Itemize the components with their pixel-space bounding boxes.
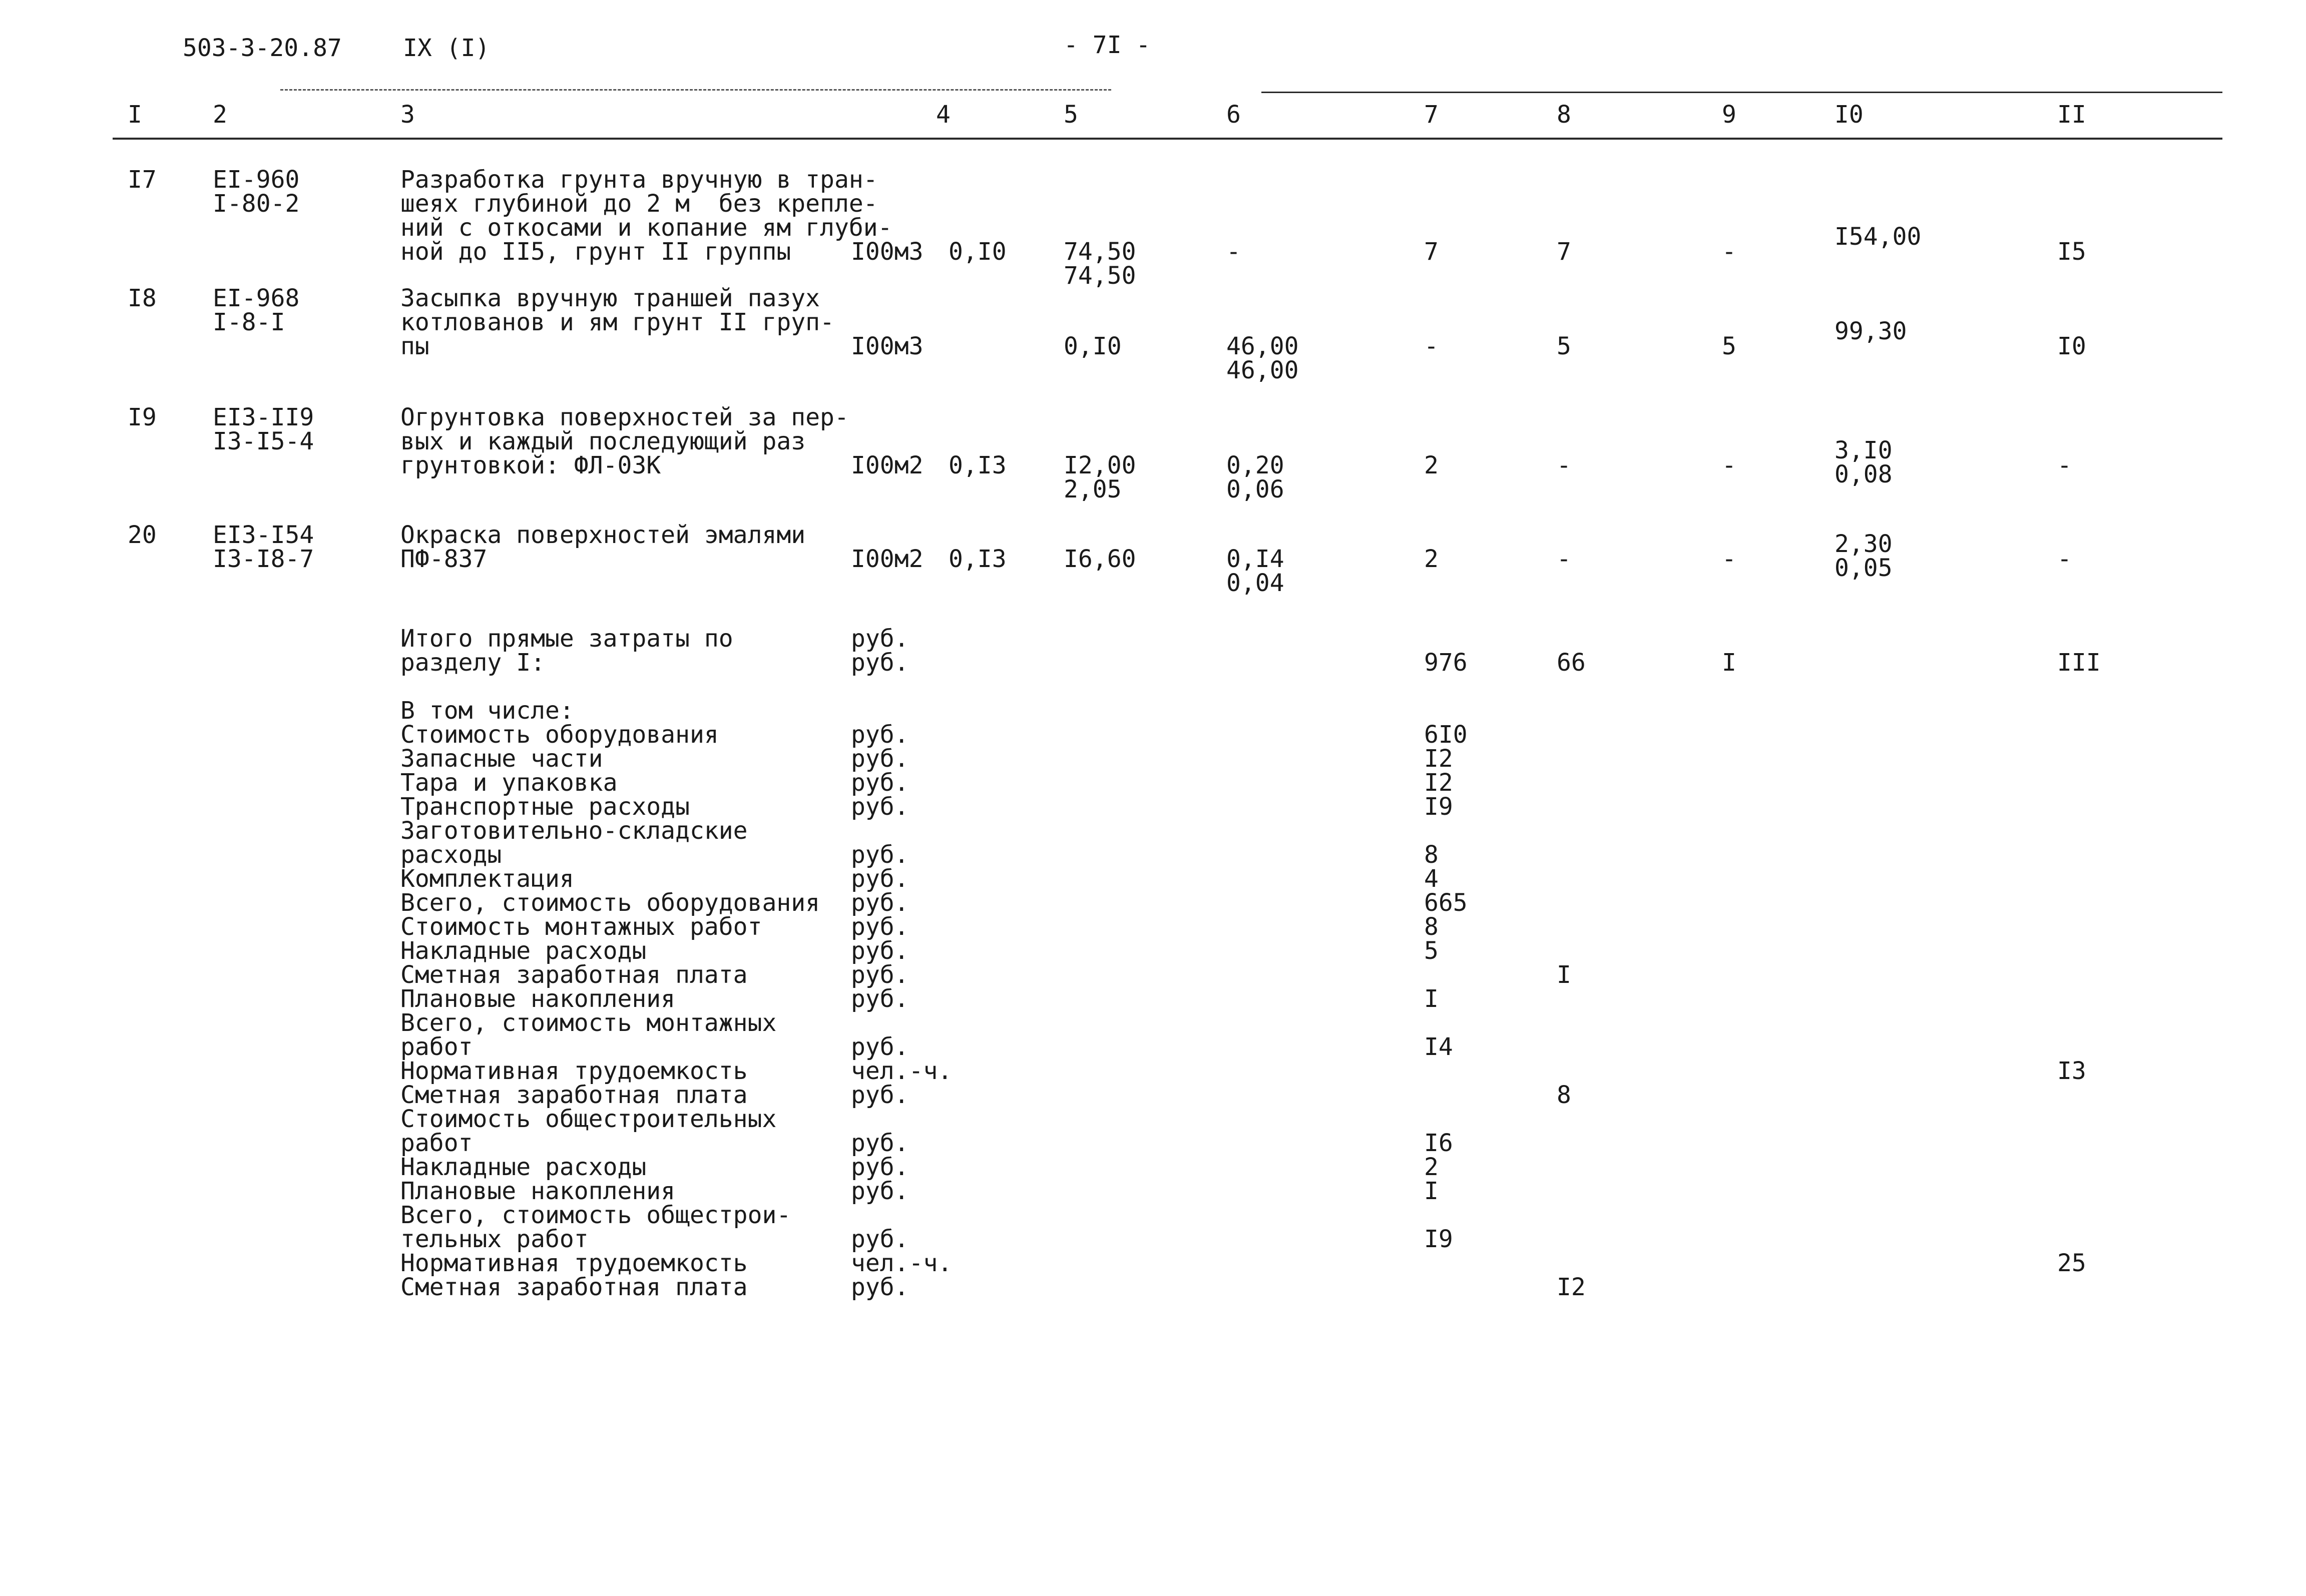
summary-unit: руб. — [851, 769, 909, 797]
summary-label: Сметная заработная плата — [400, 1273, 748, 1301]
row-description-line: Засыпка вручную траншей пазух — [400, 284, 820, 312]
column-header-1: I — [128, 101, 142, 129]
row-col5 — [1064, 240, 1136, 288]
row-col9: - — [1722, 451, 1736, 479]
row-col7: 2 — [1424, 545, 1439, 573]
header-rule-top-right — [1261, 92, 2222, 93]
summary-label: Всего, стоимость оборудования — [400, 889, 820, 917]
row-code — [213, 286, 299, 334]
row-code — [213, 405, 314, 453]
summary-label: работ — [400, 1033, 473, 1061]
summary-unit: руб. — [851, 913, 909, 941]
summary-unit: руб. — [851, 721, 909, 749]
row-col11: - — [2057, 451, 2072, 479]
section-label: IX (I) — [403, 34, 490, 62]
row-col8: 7 — [1557, 238, 1571, 266]
row-code — [213, 168, 299, 216]
summary-label: Стоимость оборудования — [400, 721, 719, 749]
row-col10-line: 0,08 — [1834, 460, 1893, 488]
row-description-line: грунтовкой: ФЛ-03К — [400, 451, 661, 479]
column-header-10: I0 — [1834, 101, 1864, 129]
summary-col9: I — [1722, 649, 1736, 677]
row-code-line: EI-960 — [213, 166, 300, 194]
summary-label: Заготовительно-складские — [400, 817, 748, 845]
summary-label: тельных работ — [400, 1225, 589, 1253]
row-description-line: шеях глубиной до 2 м без крепле- — [400, 190, 878, 218]
summary-label: Сметная заработная плата — [400, 1081, 748, 1109]
row-code-line: I3-I8-7 — [213, 545, 314, 573]
row-col6-line: 0,20 — [1226, 451, 1284, 479]
row-quantity: 0,I3 — [949, 451, 1007, 479]
row-unit: I00м3 — [851, 332, 924, 360]
summary-label: расходы — [400, 841, 502, 869]
summary-label: Плановые накопления — [400, 985, 676, 1013]
row-code-line: EI3-II9 — [213, 403, 314, 431]
row-col11: I0 — [2057, 332, 2086, 360]
summary-col8: I2 — [1557, 1273, 1586, 1301]
summary-unit: руб. — [851, 889, 909, 917]
summary-col7: 5 — [1424, 937, 1439, 965]
summary-label: В том числе: — [400, 697, 574, 725]
header-rule-bottom — [113, 138, 2222, 140]
summary-label: Запасные части — [400, 745, 603, 773]
row-col9: - — [1722, 545, 1736, 573]
summary-unit: руб. — [851, 793, 909, 821]
summary-label: Стоимость монтажных работ — [400, 913, 762, 941]
column-header-6: 6 — [1226, 101, 1241, 129]
row-description-line: Разработка грунта вручную в тран- — [400, 166, 878, 194]
row-col11: - — [2057, 545, 2072, 573]
row-description-line: вых и каждый последующий раз — [400, 427, 806, 455]
summary-unit: руб. — [851, 1033, 909, 1061]
row-code — [213, 523, 314, 571]
row-description-line: ний с откосами и копание ям глуби- — [400, 214, 892, 242]
row-code-line: I-80-2 — [213, 190, 300, 218]
row-code-line: I3-I5-4 — [213, 427, 314, 455]
summary-label: Комплектация — [400, 865, 574, 893]
summary-label: Тара и упаковка — [400, 769, 618, 797]
summary-unit: руб. — [851, 1081, 909, 1109]
row-description — [400, 523, 805, 571]
summary-col7: I2 — [1424, 769, 1453, 797]
row-col10 — [1834, 319, 1907, 343]
summary-col7: I2 — [1424, 745, 1453, 773]
row-number: I9 — [128, 403, 157, 431]
summary-col7: I4 — [1424, 1033, 1453, 1061]
row-col10-line: 99,30 — [1834, 317, 1907, 345]
summary-label: Транспортные расходы — [400, 793, 690, 821]
row-col10-line: 0,05 — [1834, 554, 1893, 582]
summary-label: работ — [400, 1129, 473, 1157]
row-col6-line: - — [1226, 238, 1241, 266]
row-col6-line: 0,I4 — [1226, 545, 1284, 573]
summary-unit: руб. — [851, 865, 909, 893]
row-description-line: Окраска поверхностей эмалями — [400, 521, 806, 549]
summary-unit: руб. — [851, 841, 909, 869]
row-description-line: котлованов и ям грунт II груп- — [400, 308, 834, 336]
column-header-3: 3 — [400, 101, 415, 129]
row-col6 — [1226, 240, 1241, 264]
summary-col7: I6 — [1424, 1129, 1453, 1157]
summary-unit: руб. — [851, 1273, 909, 1301]
summary-unit: руб. — [851, 649, 909, 677]
row-col9: 5 — [1722, 332, 1736, 360]
row-col5-line: 74,50 — [1064, 262, 1136, 290]
row-col6-line: 46,00 — [1226, 356, 1299, 384]
row-col6-line: 0,04 — [1226, 569, 1284, 597]
row-description — [400, 168, 892, 264]
row-col10 — [1834, 532, 1893, 580]
summary-unit: руб. — [851, 1177, 909, 1205]
column-header-11: II — [2057, 101, 2086, 129]
row-number: I8 — [128, 284, 157, 312]
row-col7: 2 — [1424, 451, 1439, 479]
summary-label: Плановые накопления — [400, 1177, 676, 1205]
row-description — [400, 286, 834, 358]
summary-col7: I — [1424, 1177, 1439, 1205]
summary-unit: руб. — [851, 1129, 909, 1157]
column-header-5: 5 — [1064, 101, 1078, 129]
row-col10-line: 2,30 — [1834, 530, 1893, 558]
summary-col7: 2 — [1424, 1153, 1439, 1181]
row-unit: I00м2 — [851, 451, 924, 479]
summary-col11: III — [2057, 649, 2101, 677]
column-header-9: 9 — [1722, 101, 1736, 129]
summary-label: Накладные расходы — [400, 937, 647, 965]
summary-col7: 976 — [1424, 649, 1468, 677]
doc-code: 503-3-20.87 — [183, 34, 342, 62]
summary-col11: I3 — [2057, 1057, 2086, 1085]
row-col6 — [1226, 453, 1284, 501]
summary-col7: 6I0 — [1424, 721, 1468, 749]
row-col8: - — [1557, 451, 1571, 479]
row-description-line: Огрунтовка поверхностей за пер- — [400, 403, 849, 431]
summary-label: Всего, стоимость монтажных — [400, 1009, 777, 1037]
row-description-line: пы — [400, 332, 429, 360]
summary-label: Итого прямые затраты по — [400, 625, 733, 653]
summary-unit: руб. — [851, 985, 909, 1013]
header-rule-top-left — [280, 89, 1111, 91]
row-col5-line: I2,00 — [1064, 451, 1136, 479]
summary-unit: руб. — [851, 1225, 909, 1253]
summary-col7: 665 — [1424, 889, 1468, 917]
row-code-line: I-8-I — [213, 308, 285, 336]
row-col6 — [1226, 334, 1299, 382]
row-col5 — [1064, 453, 1136, 501]
row-description — [400, 405, 849, 477]
row-col10 — [1834, 438, 1893, 486]
row-col6-line: 0,06 — [1226, 475, 1284, 503]
summary-unit: руб. — [851, 961, 909, 989]
summary-col7: I9 — [1424, 793, 1453, 821]
summary-col8: 66 — [1557, 649, 1586, 677]
row-col5-line: I6,60 — [1064, 545, 1136, 573]
summary-col7: I — [1424, 985, 1439, 1013]
row-col11: I5 — [2057, 238, 2086, 266]
summary-unit: руб. — [851, 625, 909, 653]
summary-label: Всего, стоимость общестрои- — [400, 1201, 791, 1229]
row-col5 — [1064, 547, 1136, 571]
summary-label: Накладные расходы — [400, 1153, 647, 1181]
row-col5-line: 74,50 — [1064, 238, 1136, 266]
summary-col7: 8 — [1424, 841, 1439, 869]
summary-label: Стоимость общестроительных — [400, 1105, 777, 1133]
row-col5-line: 0,I0 — [1064, 332, 1122, 360]
summary-unit: руб. — [851, 1153, 909, 1181]
row-col10 — [1834, 225, 1921, 249]
summary-unit: чел.-ч. — [851, 1249, 953, 1277]
summary-col7: 4 — [1424, 865, 1439, 893]
summary-col8: 8 — [1557, 1081, 1571, 1109]
summary-label: Сметная заработная плата — [400, 961, 748, 989]
row-col10-line: 3,I0 — [1834, 436, 1893, 464]
row-quantity: 0,I0 — [949, 238, 1007, 266]
summary-unit: руб. — [851, 745, 909, 773]
row-number: I7 — [128, 166, 157, 194]
row-unit: I00м3 — [851, 238, 924, 266]
summary-col7: I9 — [1424, 1225, 1453, 1253]
summary-col11: 25 — [2057, 1249, 2086, 1277]
column-header-2: 2 — [213, 101, 227, 129]
row-col6-line: 46,00 — [1226, 332, 1299, 360]
row-description-line: ПФ-837 — [400, 545, 488, 573]
column-header-7: 7 — [1424, 101, 1439, 129]
summary-label: разделу I: — [400, 649, 545, 677]
row-unit: I00м2 — [851, 545, 924, 573]
row-col7: 7 — [1424, 238, 1439, 266]
page-number: - 7I - — [1064, 31, 1151, 59]
row-col5 — [1064, 334, 1122, 358]
row-quantity: 0,I3 — [949, 545, 1007, 573]
row-col7: - — [1424, 332, 1439, 360]
row-code-line: EI3-I54 — [213, 521, 314, 549]
summary-unit: чел.-ч. — [851, 1057, 953, 1085]
row-code-line: EI-968 — [213, 284, 300, 312]
column-header-4: 4 — [936, 101, 951, 129]
summary-label: Нормативная трудоемкость — [400, 1057, 748, 1085]
summary-col7: 8 — [1424, 913, 1439, 941]
row-col8: 5 — [1557, 332, 1571, 360]
row-col6 — [1226, 547, 1284, 595]
row-col9: - — [1722, 238, 1736, 266]
summary-col8: I — [1557, 961, 1571, 989]
summary-label: Нормативная трудоемкость — [400, 1249, 748, 1277]
row-col10-line: I54,00 — [1834, 223, 1922, 251]
row-description-line: ной до II5, грунт II группы — [400, 238, 791, 266]
row-col5-line: 2,05 — [1064, 475, 1122, 503]
column-header-8: 8 — [1557, 101, 1571, 129]
row-col8: - — [1557, 545, 1571, 573]
summary-unit: руб. — [851, 937, 909, 965]
row-number: 20 — [128, 521, 157, 549]
